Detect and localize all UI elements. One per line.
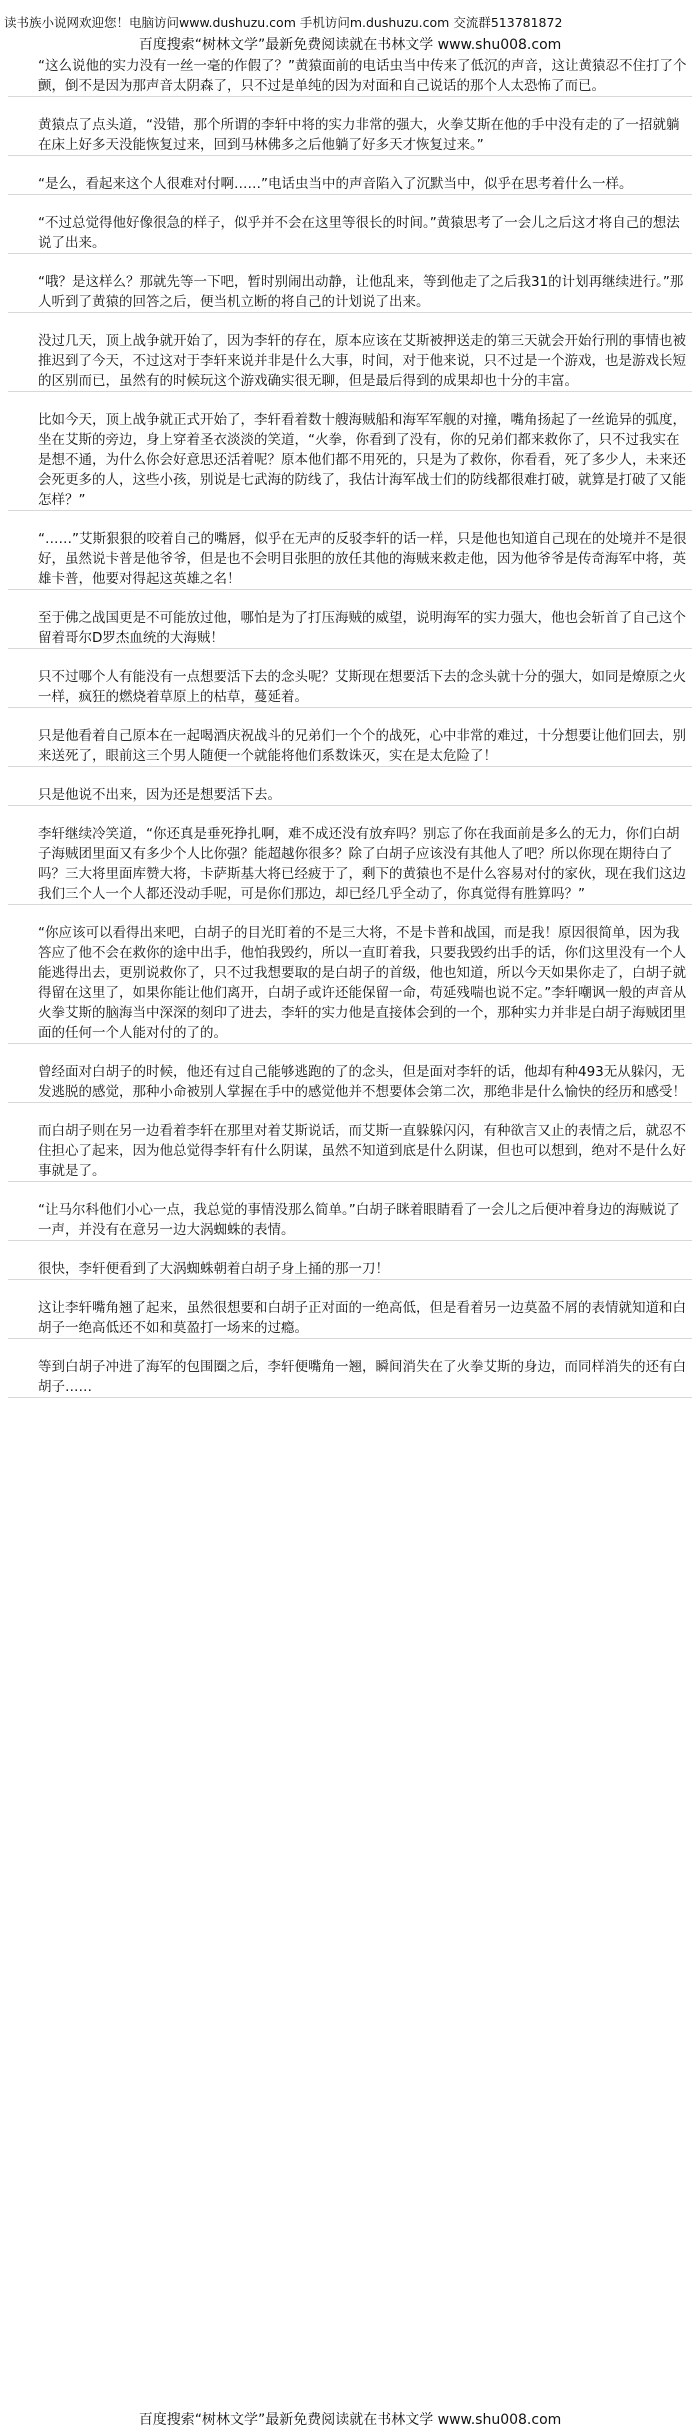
site-notice: 读书族小说网欢迎您！电脑访问www.dushuzu.com 手机访问m.dushuzu.com 交流群513781872: [4, 15, 563, 30]
paragraph-text: 而白胡子则在另一边看着李轩在那里对着艾斯说话，而艾斯一直躲躲闪闪，有种欲言又止的表情之后，就忍不住担心了起来，因为他总觉得李轩有什么阴谋，虽然不知道到底是什么阴谋，但也可以想到，绝对不是什么好事就是了。: [38, 1123, 686, 1179]
paragraph: [8, 1121, 692, 1182]
paragraph: [8, 1062, 692, 1103]
paragraph-text: “这么说他的实力没有一丝一毫的作假了？”黄猿面前的电话虫当中传来了低沉的声音，这让黄猿忍不住打了个颤，倒不是因为那声音太阴森了，只不过是单纯的因为对面和自己说话的那个人太恐怖了而已。: [38, 58, 687, 94]
paragraph-text: 没过几天，顶上战争就开始了，因为李轩的存在，原本应该在艾斯被押送走的第三天就会开始行刑的事情也被推迟到了今天，不过这对于李轩来说并非是什么大事，时间，对于他来说，只不过是一个游戏，也是游戏长短的区别而已，虽然有的时候玩这个游戏确实很无聊，但是最后得到的成果却也十分的丰富。: [38, 333, 686, 389]
chapter-content: [8, 56, 692, 1398]
paragraph-text: 只是他看着自己原本在一起喝酒庆祝战斗的兄弟们一个个的战死，心中非常的难过，十分想要让他们回去，别来送死了，眼前这三个男人随便一个就能将他们系数诛灭，实在是太危险了！: [38, 728, 686, 764]
paragraph-text: 只不过哪个人有能没有一点想要活下去的念头呢？艾斯现在想要活下去的念头就十分的强大，如同是燎原之火一样，疯狂的燃烧着草原上的枯草，蔓延着。: [38, 669, 686, 705]
paragraph-text: 黄猿点了点头道，“没错，那个所谓的李轩中将的实力非常的强大，火拳艾斯在他的手中没有走的了一招就躺在床上好多天没能恢复过来，回到马林佛多之后他躺了好多天才恢复过来。”: [38, 117, 680, 153]
paragraph-text: 比如今天，顶上战争就正式开始了，李轩看着数十艘海贼船和海军军舰的对撞，嘴角扬起了一丝诡异的弧度，坐在艾斯的旁边，身上穿着圣衣淡淡的笑道，“火拳，你看到了没有，你的兄弟们都来救你了，只不过我实在是想不通，为什么你会好意思还活着呢？原本他们都不用死的，只是为了救你，你看看，死了多少人，未来还会死更多的人，这些小孩，别说是七武海的防线了，我估计海军战士们的防线都很难打破，就算是打破了又能怎样？”: [38, 412, 686, 508]
paragraph: [8, 1298, 692, 1339]
paragraph: [8, 726, 692, 767]
paragraph: [8, 56, 692, 97]
promo-line-bottom: 百度搜索“树林文学”最新免费阅读就在书林文学 www.shu008.com: [138, 2412, 562, 2428]
paragraph-text: “不过总觉得他好像很急的样子，似乎并不会在这里等很长的时间。”黄猿思考了一会儿之后这才将自己的想法说了出来。: [38, 215, 680, 251]
paragraph-text: 等到白胡子冲进了海军的包围圈之后，李轩便嘴角一翘，瞬间消失在了火拳艾斯的身边，而同样消失的还有白胡子……: [38, 1359, 686, 1395]
paragraph: [8, 923, 692, 1044]
paragraph: [8, 1200, 692, 1241]
paragraph-text: 曾经面对白胡子的时候，他还有过自己能够逃跑的了的念头，但是面对李轩的话，他却有种493无从躲闪，无发逃脱的感觉，那种小命被别人掌握在手中的感觉他并不想要体会第二次，那绝非是什么愉快的经历和感受！: [38, 1064, 686, 1100]
paragraph-text: 这让李轩嘴角翘了起来，虽然很想要和白胡子正对面的一绝高低，但是看着另一边莫盈不屑的表情就知道和白胡子一绝高低还不如和莫盈打一场来的过瘾。: [38, 1300, 686, 1336]
paragraph: [8, 785, 692, 806]
paragraph-text: 只是他说不出来，因为还是想要活下去。: [38, 787, 281, 803]
paragraph: [8, 1357, 692, 1398]
paragraph-text: 很快，李轩便看到了大涡蜘蛛朝着白胡子身上捅的那一刀！: [38, 1261, 389, 1277]
paragraph: [8, 174, 692, 195]
paragraph: [8, 115, 692, 156]
paragraph: [8, 608, 692, 649]
paragraph: [8, 529, 692, 590]
promo-line-top: 百度搜索“树林文学”最新免费阅读就在书林文学 www.shu008.com: [138, 37, 562, 53]
paragraph: [8, 213, 692, 254]
paragraph-text: “你应该可以看得出来吧，白胡子的目光盯着的不是三大将，不是卡普和战国，而是我！原因很简单，因为我答应了他不会在救你的途中出手，他怕我毁约，所以一直盯着我，只要我毁约出手的话，你们这里没有一个人能逃得出去，更别说救你了，只不过我想要取的是白胡子的首级，他也知道，所以今天如果你走了，白胡子就得留在这里了，如果你能让他们离开，白胡子或许还能保留一命，苟延残喘也说不定。”李轩嘲讽一般的声音从火拳艾斯的脑海当中深深的刻印了进去，李轩的实力他是直接体会到的一个，那种实力并非是白胡子海贼团里面的任何一个人能对付的了的。: [38, 925, 687, 1041]
paragraph: [8, 1259, 692, 1280]
paragraph: [8, 272, 692, 313]
paragraph: [8, 410, 692, 511]
paragraph-text: “……”艾斯狠狠的咬着自己的嘴唇，似乎在无声的反驳李轩的话一样，只是他也知道自己现在的处境并不是很好，虽然说卡普是他爷爷，但是也不会明目张胆的放任其他的海贼来救走他，因为他爷爷是传奇海军中将，英雄卡普，他要对得起这英雄之名！: [38, 531, 687, 587]
paragraph-text: “哦？是这样么？那就先等一下吧，暂时别闹出动静，让他乱来，等到他走了之后我31的计划再继续进行。”那人听到了黄猿的回答之后，便当机立断的将自己的计划说了出来。: [38, 274, 684, 310]
paragraph-text: “让马尔科他们小心一点，我总觉的事情没那么简单。”白胡子眯着眼睛看了一会儿之后便冲着身边的海贼说了一声，并没有在意另一边大涡蜘蛛的表情。: [38, 1202, 680, 1238]
paragraph: [8, 667, 692, 708]
paragraph-text: 至于佛之战国更是不可能放过他，哪怕是为了打压海贼的威望，说明海军的实力强大，他也会斩首了自己这个留着哥尔D罗杰血统的大海贼！: [38, 610, 686, 646]
paragraph: [8, 824, 692, 905]
paragraph-text: 李轩继续冷笑道，“你还真是垂死挣扎啊，难不成还没有放弃吗？别忘了你在我面前是多么的无力，你们白胡子海贼团里面又有多少个人比你强？能超越你很多？除了白胡子应该没有其他人了吧？所以你现在期待白了吗？三大将里面库赞大将，卡萨斯基大将已经疲于了，剩下的黄猿也不是什么容易对付的家伙，现在我们这边我们三个人一个人都还没动手呢，可是你们那边，却已经几乎全动了，你真觉得有胜算吗？”: [38, 826, 686, 902]
paragraph-text: “是么，看起来这个人很难对付啊……”电话虫当中的声音陷入了沉默当中，似乎在思考着什么一样。: [38, 176, 633, 192]
paragraph: [8, 331, 692, 392]
